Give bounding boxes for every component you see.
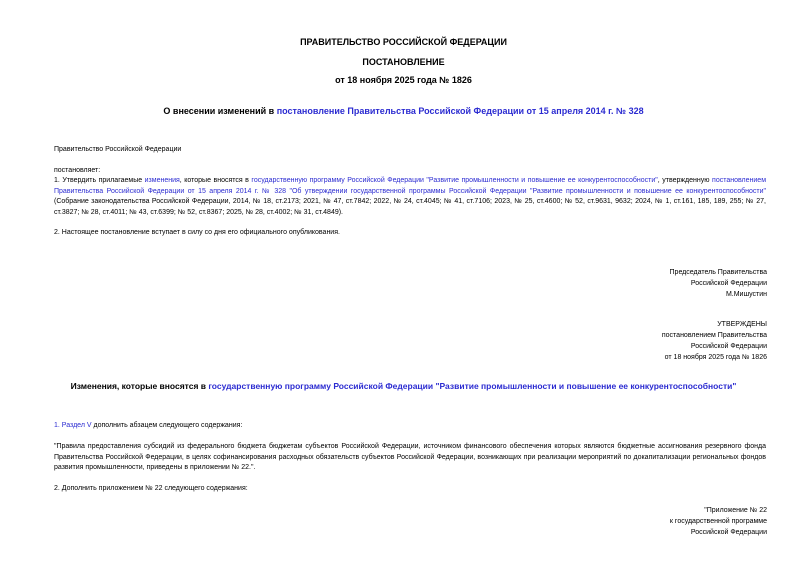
changes-program-link[interactable]: государственную программу Российской Федерации "Развитие промышленности и повышение ее конкурентоспособности" — [208, 381, 737, 391]
paragraph-1-text-b: , которые вносятся в — [179, 177, 252, 184]
amended-resolution-link[interactable]: постановление Правительства Российской Федерации от 15 апреля 2014 г. № 328 — [276, 106, 644, 116]
signature-position-1: Председатель Правительства — [669, 269, 767, 276]
changes-link[interactable]: изменения — [144, 177, 180, 184]
change-item-1-text: дополнить абзацем следующего содержания: — [91, 422, 243, 429]
document-title-prefix: О внесении изменений в — [163, 106, 277, 116]
section-v-link[interactable]: 1. Раздел V — [54, 422, 92, 429]
approved-line-1: УТВЕРЖДЕНЫ — [717, 321, 767, 328]
document-title — [0, 106, 807, 116]
change-quote: "Правила предоставления субсидий из федерального бюджета бюджетам субъектов Российской Федерации, источником финансового обеспечения которых являются бюджетные ассигнования резервного фонда Правительства Российской Федерации, в целях софинансирования расходных обязательств субъектов Российской Федерации, возникающих при реализации мероприятий по докапитализации региональных фондов развития промышленности, приведены в приложении № 22.". — [54, 443, 766, 471]
appendix-line-3: Российской Федерации — [690, 529, 767, 536]
resolves-line: постановляет: — [54, 167, 101, 174]
paragraph-1-text-d: (Собрание законодательства Российской Федерации, 2014, № 18, ст.2173; 2021, № 47, ст.7842; 2022, № 24, ст.4045; № 41, ст.7106; 2023, № 25, ст.4600; № 52, ст.9631, 9632; 2024, № 1, ст.161, 185, 189, 255; № 27, ст.3827; № 28, ст.4011; № 43, ст.6399; № 52, ст.8367; 2025, № 28, ст.4002; № 31, ст.4849). — [54, 198, 766, 216]
paragraph-1-text-a: 1. Утвердить прилагаемые — [54, 177, 145, 184]
document-date-number: от 18 ноября 2025 года № 1826 — [335, 75, 472, 85]
signature-name: М.Мишустин — [725, 291, 767, 298]
government-header: ПРАВИТЕЛЬСТВО РОССИЙСКОЙ ФЕДЕРАЦИИ — [300, 37, 507, 47]
approved-line-2: постановлением Правительства — [661, 332, 767, 339]
approving-resolution-link[interactable]: постановлением Правительства Российской Федерации от 15 апреля 2014 г. № 328 "Об утверждении государственной программы Российской Федерации "Развитие промышленности и повышение ее конкурентоспособности" — [54, 177, 767, 195]
paragraph-2: 2. Настоящее постановление вступает в силу со дня его официального опубликования. — [54, 229, 340, 236]
changes-title — [0, 381, 807, 391]
state-program-link[interactable]: государственную программу Российской Федерации "Развитие промышленности и повышение ее конкурентоспособности" — [251, 177, 658, 184]
appendix-line-2: к государственной программе — [669, 518, 767, 525]
approved-line-3: Российской Федерации — [690, 343, 767, 350]
paragraph-1 — [54, 176, 766, 218]
signature-position-2: Российской Федерации — [690, 280, 767, 287]
change-item-1 — [54, 421, 242, 432]
document-type: ПОСТАНОВЛЕНИЕ — [362, 57, 445, 67]
government-line: Правительство Российской Федерации — [54, 146, 182, 153]
approved-line-4: от 18 ноября 2025 года № 1826 — [664, 354, 767, 361]
paragraph-1-text-c: , утвержденную — [657, 177, 713, 184]
change-item-2: 2. Дополнить приложением № 22 следующего содержания: — [54, 485, 248, 492]
appendix-line-1: "Приложение № 22 — [704, 507, 767, 514]
changes-title-prefix: Изменения, которые вносятся в — [70, 381, 209, 391]
